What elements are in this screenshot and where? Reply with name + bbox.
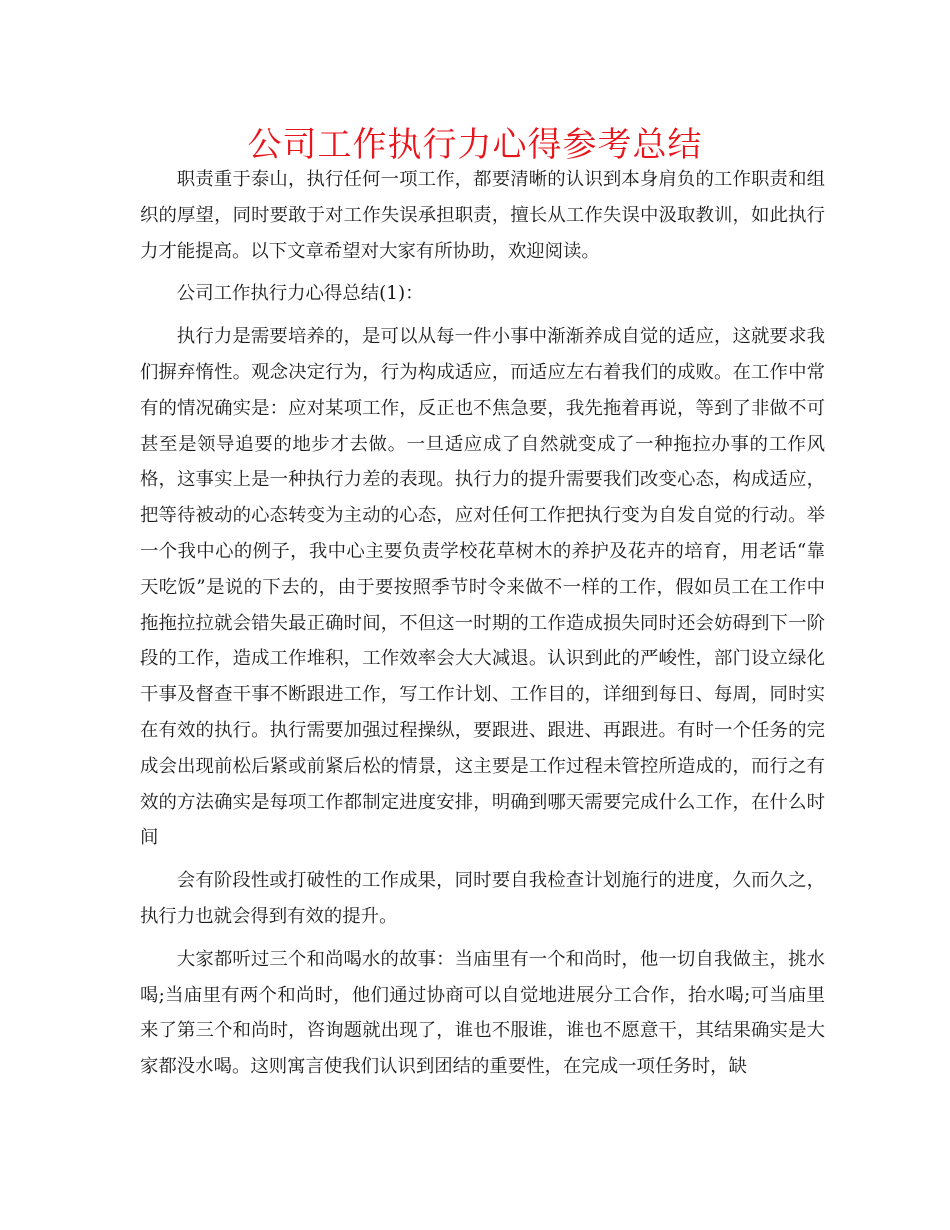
paragraph-main: 执行力是需要培养的，是可以从每一件小事中渐渐养成自觉的适应，这就要求我们摒弃惰性。观念决定行为，行为构成适应，而适应左右着我们的成败。在工作中常有的情况确实是：应对某项工作，反正也不焦急要，我先拖着再说，等到了非做不可甚至是领导追要的地步才去做。一旦适应成了自然就变成了一种拖拉办事的工作风格，这事实上是一种执行力差的表现。执行力的提升需要我们改变心态，构成适应，把等待被动的心态转变为主动的心态，应对任何工作把执行变为自发自觉的行动。举一个我中心的例子，我中心主要负责学校花草树木的养护及花卉的培育，用老话“靠天吃饭”是说的下去的，由于要按照季节时令来做不一样的工作，假如员工在工作中拖拖拉拉就会错失最正确时间，不但这一时期的工作造成损失同时还会妨碍到下一阶段的工作，造成工作堆积，工作效率会大大减退。认识到此的严峻性，部门设立绿化干事及督查干事不断跟进工作，写工作计划、工作目的，详细到每日、每周，同时实在有效的执行。执行需要加强过程操纵，要跟进、跟进、再跟进。有时一个任务的完成会出现前松后紧或前紧后松的情景，这主要是工作过程未管控所造成的，而行之有效的方法确实是每项工作都制定进度安排，明确到哪天需要完成什么工作，在什么时间 bbox=[140, 326, 825, 849]
document-title: 公司工作执行力心得参考总结 bbox=[247, 125, 703, 165]
paragraph-story: 大家都听过三个和尚喝水的故事：当庙里有一个和尚时，他一切自我做主，挑水喝;当庙里有两个和尚时，他们通过协商可以自觉地进展分工合作，抬水喝;可当庙里来了第三个和尚时，咨询题就出现了，谁也不服谁，谁也不愿意干，其结果确实是大家都没水喝。这则寓言使我们认识到团结的重要性，在完成一项任务时，缺 bbox=[140, 948, 825, 1078]
paragraph-section-heading: 公司工作执行力心得总结(1)： bbox=[176, 283, 424, 305]
document-body bbox=[140, 162, 825, 1092]
paragraph-continuation: 会有阶段性或打破性的工作成果，同时要自我检查计划施行的进度，久而久之，执行力也就会得到有效的提升。 bbox=[140, 870, 825, 927]
paragraph-intro: 职责重于泰山，执行任何一项工作，都要清晰的认识到本身肩负的工作职责和组织的厚望，同时要敢于对工作失误承担职责，擅长从工作失误中汲取教训，如此执行力才能提高。以下文章希望对大家有所协助，欢迎阅读。 bbox=[140, 169, 825, 262]
